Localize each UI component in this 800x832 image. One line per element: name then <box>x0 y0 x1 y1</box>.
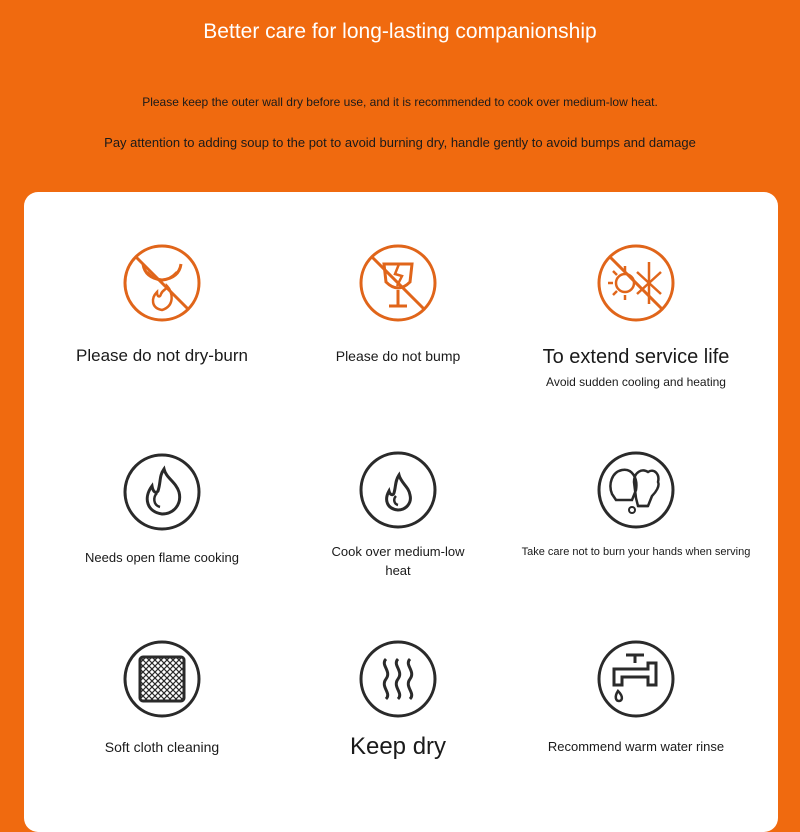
care-card <box>24 192 778 832</box>
care-item-label: Recommend warm water rinse <box>547 739 725 754</box>
page-title: Better care for long-lasting companionship <box>203 20 597 43</box>
faucet-icon <box>596 639 676 719</box>
flame-icon <box>122 452 202 532</box>
care-item-keep-dry <box>278 639 518 761</box>
care-item-no-dry-burn <box>42 242 282 366</box>
care-item-label: Please do not dry-burn <box>76 346 248 365</box>
care-item-open-flame <box>42 452 282 565</box>
care-item-warm-water-rinse <box>516 639 756 754</box>
care-item-label: Soft cloth cleaning <box>104 739 220 755</box>
low-flame-icon <box>358 450 438 530</box>
care-item-extend-life <box>516 242 756 389</box>
care-instruction-1: Please keep the outer wall dry before use, and it is recommended to cook over medium-low heat. <box>142 95 658 109</box>
care-item-label: Please do not bump <box>335 348 461 364</box>
no-dry-burn-icon <box>121 242 203 324</box>
care-item-hand-care <box>516 450 756 558</box>
dry-heat-waves-icon <box>358 639 438 719</box>
oven-mitt-icon <box>596 450 676 530</box>
care-item-label: Take care not to burn your hands when serving <box>521 546 751 558</box>
no-bump-icon <box>357 242 439 324</box>
care-item-sublabel: Avoid sudden cooling and heating <box>546 375 726 389</box>
care-item-label: Cook over medium-low heat <box>331 544 465 578</box>
care-item-soft-cloth <box>42 639 282 755</box>
care-item-no-bump <box>278 242 518 364</box>
cloth-icon <box>122 639 202 719</box>
care-item-label: Needs open flame cooking <box>85 550 239 565</box>
no-sudden-temperature-icon <box>595 242 677 324</box>
care-instruction-2: Pay attention to adding soup to the pot to avoid burning dry, handle gently to avoid bumps and damage <box>104 135 696 150</box>
care-item-label: Keep dry <box>349 733 447 760</box>
care-item-label: To extend service life <box>542 346 730 368</box>
care-item-medium-low-heat <box>278 450 518 580</box>
